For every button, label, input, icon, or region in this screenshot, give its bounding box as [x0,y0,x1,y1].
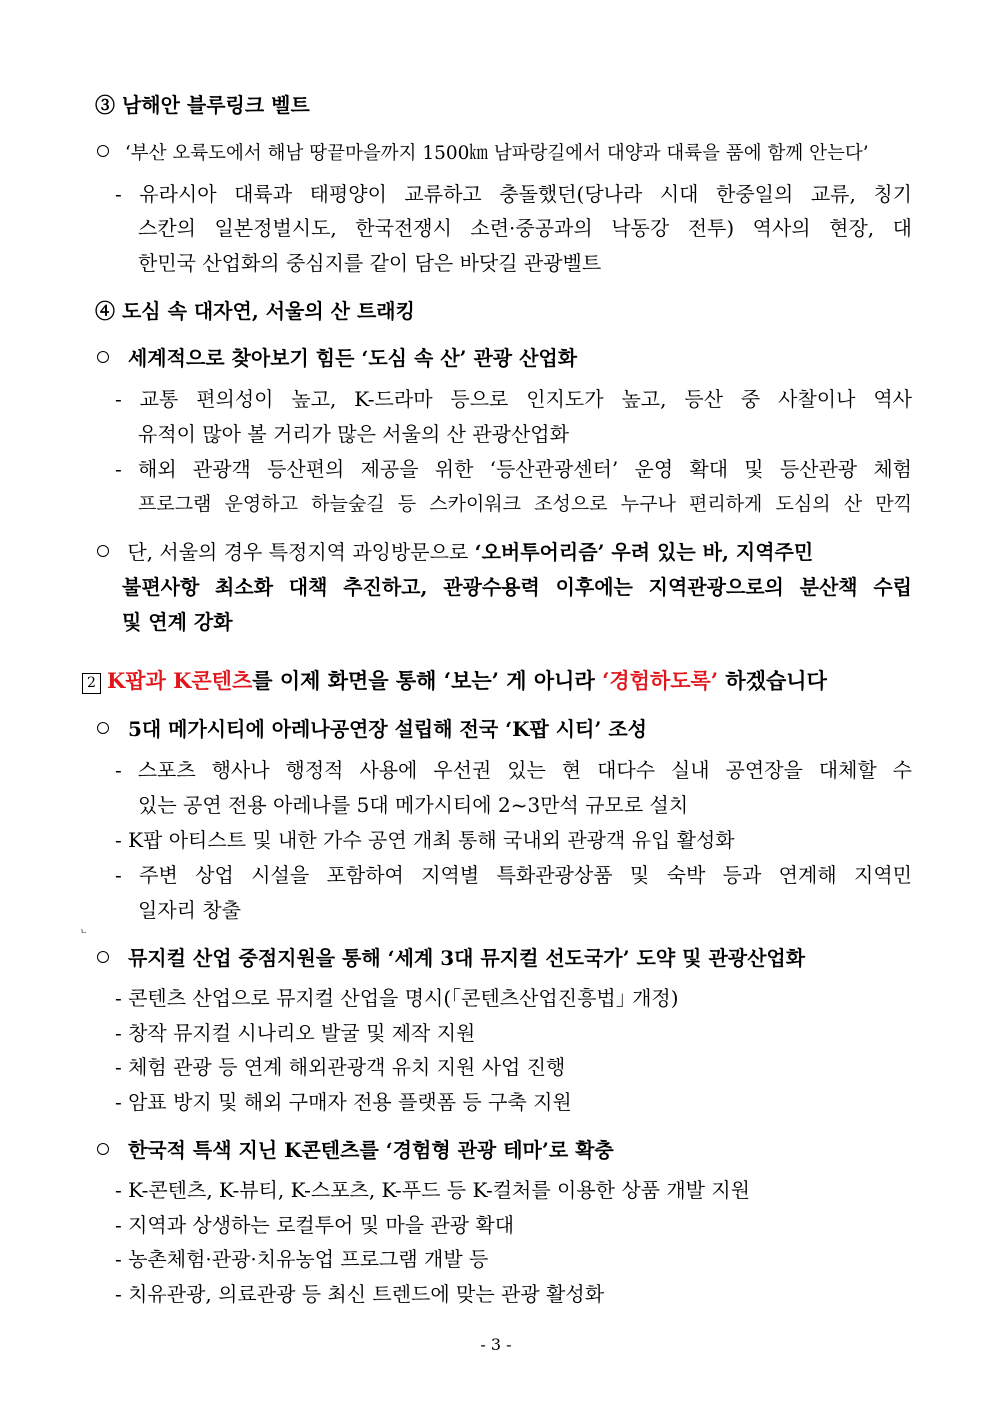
dash-item: - K-콘텐츠, K-뷰티, K-스포츠, K-푸드 등 K-컬처를 이용한 상품 개발 지원 [115,1178,750,1202]
dash-item: - 창작 뮤지컬 시나리오 발굴 및 제작 지원 [115,1021,476,1045]
dash-item: - 암표 방지 및 해외 구매자 전용 플랫폼 등 구축 지원 [115,1090,572,1114]
dash-item: - 지역과 상생하는 로컬투어 및 마을 관광 확대 [115,1213,515,1237]
circle-bullet-icon [97,1143,109,1155]
bullet-text-bold: ‘오버투어리즘’ 우려 있는 바, 지역주민 [474,540,814,564]
circle-bullet-icon [97,722,109,734]
circle-bullet-icon [97,545,109,557]
bullet-text: 뮤지컬 산업 중점지원을 통해 ‘세계 3대 뮤지컬 선도국가’ 도약 및 관광산업화 [127,946,806,970]
section-4-title: 도심 속 대자연, 서울의 산 트래킹 [121,299,415,323]
page-number: - 3 - [480,1335,512,1354]
dash-item: - 스포츠 행사나 행정적 사용에 우선권 있는 현 대다수 실내 공연장을 대체할 수 [115,758,912,782]
bullet-item [97,141,869,167]
circle-bullet-icon [97,951,109,963]
dash-item: - 콘텐츠 산업으로 뮤지컬 산업을 명시(｢콘텐츠산업진흥법｣ 개정) [115,986,679,1010]
heading-2-black-part-1: 를 이제 화면을 통해 ‘보는’ 게 아니라 [252,668,603,693]
bullet-item-cont: 및 연계 강화 [122,610,233,634]
dash-item: - 체험 관광 등 연계 해외관광객 유치 지원 사업 진행 [115,1055,566,1079]
section-4-heading [95,298,415,324]
bullet-text: 단, 서울의 경우 특정지역 과잉방문으로 [127,540,475,564]
bullet-item [97,345,577,371]
dash-item-cont: 일자리 창출 [138,898,241,922]
bullet-item [97,945,805,971]
section-3-title: 남해안 블루링크 벨트 [121,93,310,117]
bullet-item-cont: 불편사항 최소화 대책 추진하고, 관광수용력 이후에는 지역관광으로의 분산책 수립 [122,575,912,599]
bullet-text: 5대 메가시티에 아레나공연장 설립해 전국 ‘K팝 시티’ 조성 [127,717,647,741]
dash-item: - 유라시아 대륙과 태평양이 교류하고 충돌했던(당나라 시대 한중일의 교류, 칭기 [115,182,912,206]
section-3-heading [95,92,310,118]
circle-bullet-icon [97,145,109,157]
dash-item: - 해외 관광객 등산편의 제공을 위한 ‘등산관광센터’ 운영 확대 및 등산관광 체험 [115,457,912,481]
heading-2-red-part-2: ‘경험하도록’ [602,668,719,693]
dash-item: - 농촌체험·관광·치유농업 프로그램 개발 등 [115,1247,489,1271]
bullet-item [97,539,912,565]
dash-item-cont: 유적이 많아 볼 거리가 많은 서울의 산 관광산업화 [138,422,569,446]
heading-2 [82,668,827,694]
box-number: 2 [82,673,101,694]
bullet-text: ‘부산 오륙도에서 해남 땅끝마을까지 1500㎞ 남파랑길에서 대양과 대륙을 품에 함께 안는다’ [124,143,869,164]
dash-item-cont: 프로그램 운영하고 하늘숲길 등 스카이워크 조성으로 누구나 편리하게 도심의 산 만끽 [138,493,912,515]
bullet-text: 한국적 특색 지닌 K콘텐츠를 ‘경험형 관광 테마’로 확충 [127,1138,614,1162]
dash-item: - K팝 아티스트 및 내한 가수 공연 개최 통해 국내외 관광객 유입 활성화 [115,828,735,852]
bullet-text: 세계적으로 찾아보기 힘든 ‘도심 속 산’ 관광 산업화 [127,346,578,370]
circle-bullet-icon [97,351,109,363]
stray-mark: ㄴ [80,927,88,936]
section-4-marker: ④ [95,299,115,323]
dash-item-cont: 스칸의 일본정벌시도, 한국전쟁시 소련·중공과의 낙동강 전투) 역사의 현장, 대 [138,216,912,240]
bullet-item [97,716,647,742]
dash-item: - 주변 상업 시설을 포함하여 지역별 특화관광상품 및 숙박 등과 연계해 지역민 [115,863,912,887]
heading-2-red-part-1: K팝과 K콘텐츠 [107,668,253,693]
dash-item: - 교통 편의성이 높고, K-드라마 등으로 인지도가 높고, 등산 중 사찰이나 역사 [115,387,912,411]
dash-item: - 치유관광, 의료관광 등 최신 트렌드에 맞는 관광 활성화 [115,1282,605,1306]
section-3-marker: ③ [95,93,115,117]
dash-item-cont: 있는 공연 전용 아레나를 5대 메가시티에 2~3만석 규모로 설치 [138,793,689,817]
heading-2-black-part-2: 하겠습니다 [718,668,827,693]
bullet-item [97,1137,614,1163]
dash-item-cont: 한민국 산업화의 중심지를 같이 담은 바닷길 관광벨트 [138,251,602,275]
